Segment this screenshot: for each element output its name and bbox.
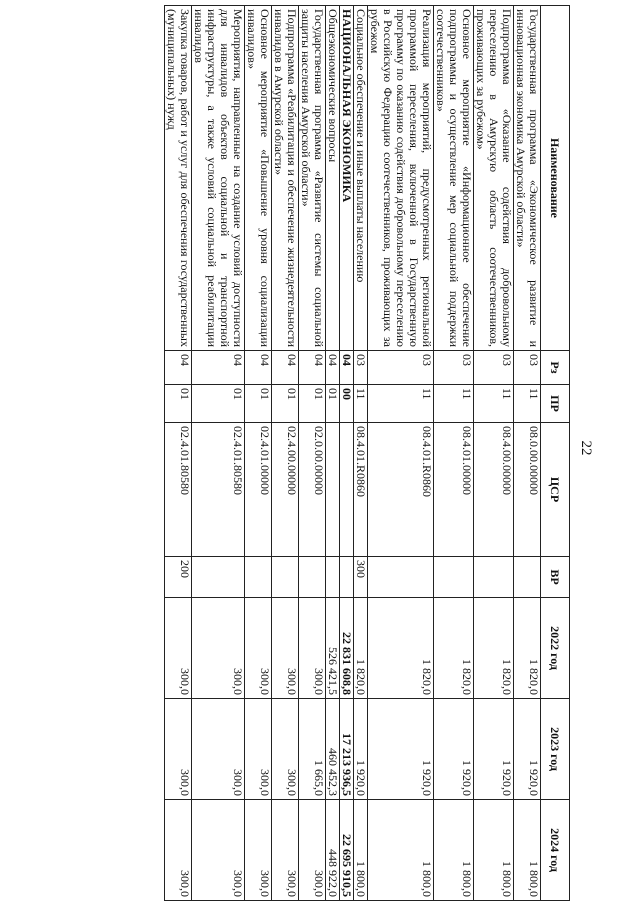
cell-2024: 1 800,0 bbox=[354, 800, 368, 901]
cell-pr: 11 bbox=[514, 385, 541, 423]
cell-vr: 300 bbox=[354, 557, 368, 598]
cell-2023: 300,0 bbox=[165, 699, 192, 800]
cell-2022: 300,0 bbox=[245, 598, 272, 699]
cell-name: Государственная программа «Экономическое развитие и инновационная экономика Амурской области» bbox=[514, 6, 541, 351]
cell-csr: 02.4.01.00000 bbox=[245, 423, 272, 557]
cell-name: Основное мероприятие «Повышение уровня социализации инвалидов» bbox=[245, 6, 272, 351]
header-2022: 2022 год bbox=[541, 598, 570, 699]
cell-rz: 04 bbox=[299, 351, 326, 385]
cell-csr: 02.4.01.80580 bbox=[165, 423, 192, 557]
cell-2023: 17 213 936,5 bbox=[340, 699, 354, 800]
header-vr: ВР bbox=[541, 557, 570, 598]
header-rz: Рз bbox=[541, 351, 570, 385]
cell-2023: 300,0 bbox=[245, 699, 272, 800]
cell-2024: 448 922,0 bbox=[326, 800, 340, 901]
cell-2023: 1 920,0 bbox=[354, 699, 368, 800]
cell-pr: 01 bbox=[272, 385, 299, 423]
cell-rz: 03 bbox=[434, 351, 474, 385]
cell-vr bbox=[514, 557, 541, 598]
cell-rz: 04 bbox=[340, 351, 354, 385]
cell-2022: 300,0 bbox=[272, 598, 299, 699]
cell-2023: 1 665,0 bbox=[299, 699, 326, 800]
cell-2022: 526 421,5 bbox=[326, 598, 340, 699]
cell-csr bbox=[326, 423, 340, 557]
cell-vr bbox=[434, 557, 474, 598]
cell-2022: 1 820,0 bbox=[434, 598, 474, 699]
cell-csr: 08.4.00.00000 bbox=[474, 423, 514, 557]
cell-pr: 11 bbox=[368, 385, 434, 423]
cell-rz: 03 bbox=[474, 351, 514, 385]
cell-rz: 04 bbox=[192, 351, 245, 385]
cell-name: Социальное обеспечение и иные выплаты населению bbox=[354, 6, 368, 351]
cell-name: Государственная программа «Развитие системы социальной защиты населения Амурской области» bbox=[299, 6, 326, 351]
cell-pr: 01 bbox=[245, 385, 272, 423]
table-row bbox=[434, 6, 474, 901]
table-row bbox=[245, 6, 272, 901]
cell-csr: 08.0.00.00000 bbox=[514, 423, 541, 557]
cell-vr bbox=[368, 557, 434, 598]
cell-2024: 1 800,0 bbox=[474, 800, 514, 901]
table-row bbox=[340, 6, 354, 901]
cell-2023: 300,0 bbox=[192, 699, 245, 800]
budget-table bbox=[164, 5, 570, 901]
cell-rz: 04 bbox=[326, 351, 340, 385]
cell-2024: 1 800,0 bbox=[434, 800, 474, 901]
cell-csr: 08.4.01.R0860 bbox=[354, 423, 368, 557]
cell-name: Мероприятия, направленные на создание условий доступности для инвалидов объектов социальной и транспортной инфраструктуры, а также условий социальной реабилитации инвалидов bbox=[192, 6, 245, 351]
cell-2022: 1 820,0 bbox=[514, 598, 541, 699]
cell-2023: 460 452,3 bbox=[326, 699, 340, 800]
table-header bbox=[541, 6, 570, 901]
cell-2022: 300,0 bbox=[299, 598, 326, 699]
cell-name: Реализация мероприятий, предусмотренных региональной программой переселения, включенной в Государственную программу по оказанию содействия добровольному переселению в Российскую Федерацию соотечественников, проживающих за рубежом bbox=[368, 6, 434, 351]
cell-csr: 08.4.01.R0860 bbox=[368, 423, 434, 557]
table-row bbox=[474, 6, 514, 901]
cell-pr: 11 bbox=[434, 385, 474, 423]
cell-2023: 1 920,0 bbox=[474, 699, 514, 800]
table-row bbox=[326, 6, 340, 901]
cell-2024: 1 800,0 bbox=[368, 800, 434, 901]
cell-pr: 00 bbox=[340, 385, 354, 423]
cell-pr: 01 bbox=[192, 385, 245, 423]
cell-pr: 01 bbox=[326, 385, 340, 423]
cell-rz: 03 bbox=[368, 351, 434, 385]
table-row bbox=[354, 6, 368, 901]
cell-2024: 300,0 bbox=[165, 800, 192, 901]
cell-pr: 01 bbox=[165, 385, 192, 423]
cell-pr: 11 bbox=[354, 385, 368, 423]
cell-2022: 300,0 bbox=[165, 598, 192, 699]
cell-2024: 1 800,0 bbox=[514, 800, 541, 901]
cell-name: Подпрограмма «Реабилитация и обеспечение жизнедеятельности инвалидов в Амурской области» bbox=[272, 6, 299, 351]
cell-csr: 08.4.01.00000 bbox=[434, 423, 474, 557]
header-2023: 2023 год bbox=[541, 699, 570, 800]
cell-vr bbox=[272, 557, 299, 598]
cell-pr: 01 bbox=[299, 385, 326, 423]
cell-vr bbox=[299, 557, 326, 598]
cell-2024: 300,0 bbox=[192, 800, 245, 901]
cell-name: Подпрограмма «Оказание содействия добровольному переселению в Амурскую область соотечественников, проживающих за рубежом» bbox=[474, 6, 514, 351]
table-body bbox=[165, 6, 541, 901]
cell-vr bbox=[340, 557, 354, 598]
cell-csr: 02.0.00.00000 bbox=[299, 423, 326, 557]
header-csr: ЦСР bbox=[541, 423, 570, 557]
cell-name: Закупка товаров, работ и услуг для обеспечения государственных (муниципальных) нужд bbox=[165, 6, 192, 351]
table-row bbox=[514, 6, 541, 901]
cell-vr bbox=[326, 557, 340, 598]
cell-2022: 1 820,0 bbox=[474, 598, 514, 699]
cell-2024: 300,0 bbox=[299, 800, 326, 901]
cell-2022: 1 820,0 bbox=[354, 598, 368, 699]
cell-2024: 22 695 910,5 bbox=[340, 800, 354, 901]
header-pr: ПР bbox=[541, 385, 570, 423]
cell-2023: 1 920,0 bbox=[434, 699, 474, 800]
cell-2023: 1 920,0 bbox=[368, 699, 434, 800]
table-row bbox=[368, 6, 434, 901]
cell-rz: 04 bbox=[272, 351, 299, 385]
cell-2022: 1 820,0 bbox=[368, 598, 434, 699]
cell-rz: 04 bbox=[165, 351, 192, 385]
cell-pr: 11 bbox=[474, 385, 514, 423]
table-row bbox=[299, 6, 326, 901]
cell-csr bbox=[340, 423, 354, 557]
cell-name: Общеэкономические вопросы bbox=[326, 6, 340, 351]
cell-vr bbox=[245, 557, 272, 598]
cell-2022: 22 831 608,8 bbox=[340, 598, 354, 699]
header-name: Наименование bbox=[541, 6, 570, 351]
cell-name: Основное мероприятие «Информационное обеспечение подпрограммы и осуществление мер социальной поддержки соотечественников» bbox=[434, 6, 474, 351]
cell-vr bbox=[474, 557, 514, 598]
cell-2024: 300,0 bbox=[245, 800, 272, 901]
cell-csr: 02.4.01.80580 bbox=[192, 423, 245, 557]
table-row bbox=[192, 6, 245, 901]
cell-rz: 03 bbox=[514, 351, 541, 385]
rotated-page-content bbox=[22, 5, 570, 900]
table-row bbox=[165, 6, 192, 901]
page-number: 22 bbox=[578, 440, 594, 456]
header-2024: 2024 год bbox=[541, 800, 570, 901]
table-row bbox=[272, 6, 299, 901]
cell-2024: 300,0 bbox=[272, 800, 299, 901]
cell-2022: 300,0 bbox=[192, 598, 245, 699]
cell-rz: 04 bbox=[245, 351, 272, 385]
cell-2023: 300,0 bbox=[272, 699, 299, 800]
cell-vr: 200 bbox=[165, 557, 192, 598]
cell-csr: 02.4.00.00000 bbox=[272, 423, 299, 557]
cell-vr bbox=[192, 557, 245, 598]
cell-name: НАЦИОНАЛЬНАЯ ЭКОНОМИКА bbox=[340, 6, 354, 351]
cell-2023: 1 920,0 bbox=[514, 699, 541, 800]
cell-rz: 03 bbox=[354, 351, 368, 385]
